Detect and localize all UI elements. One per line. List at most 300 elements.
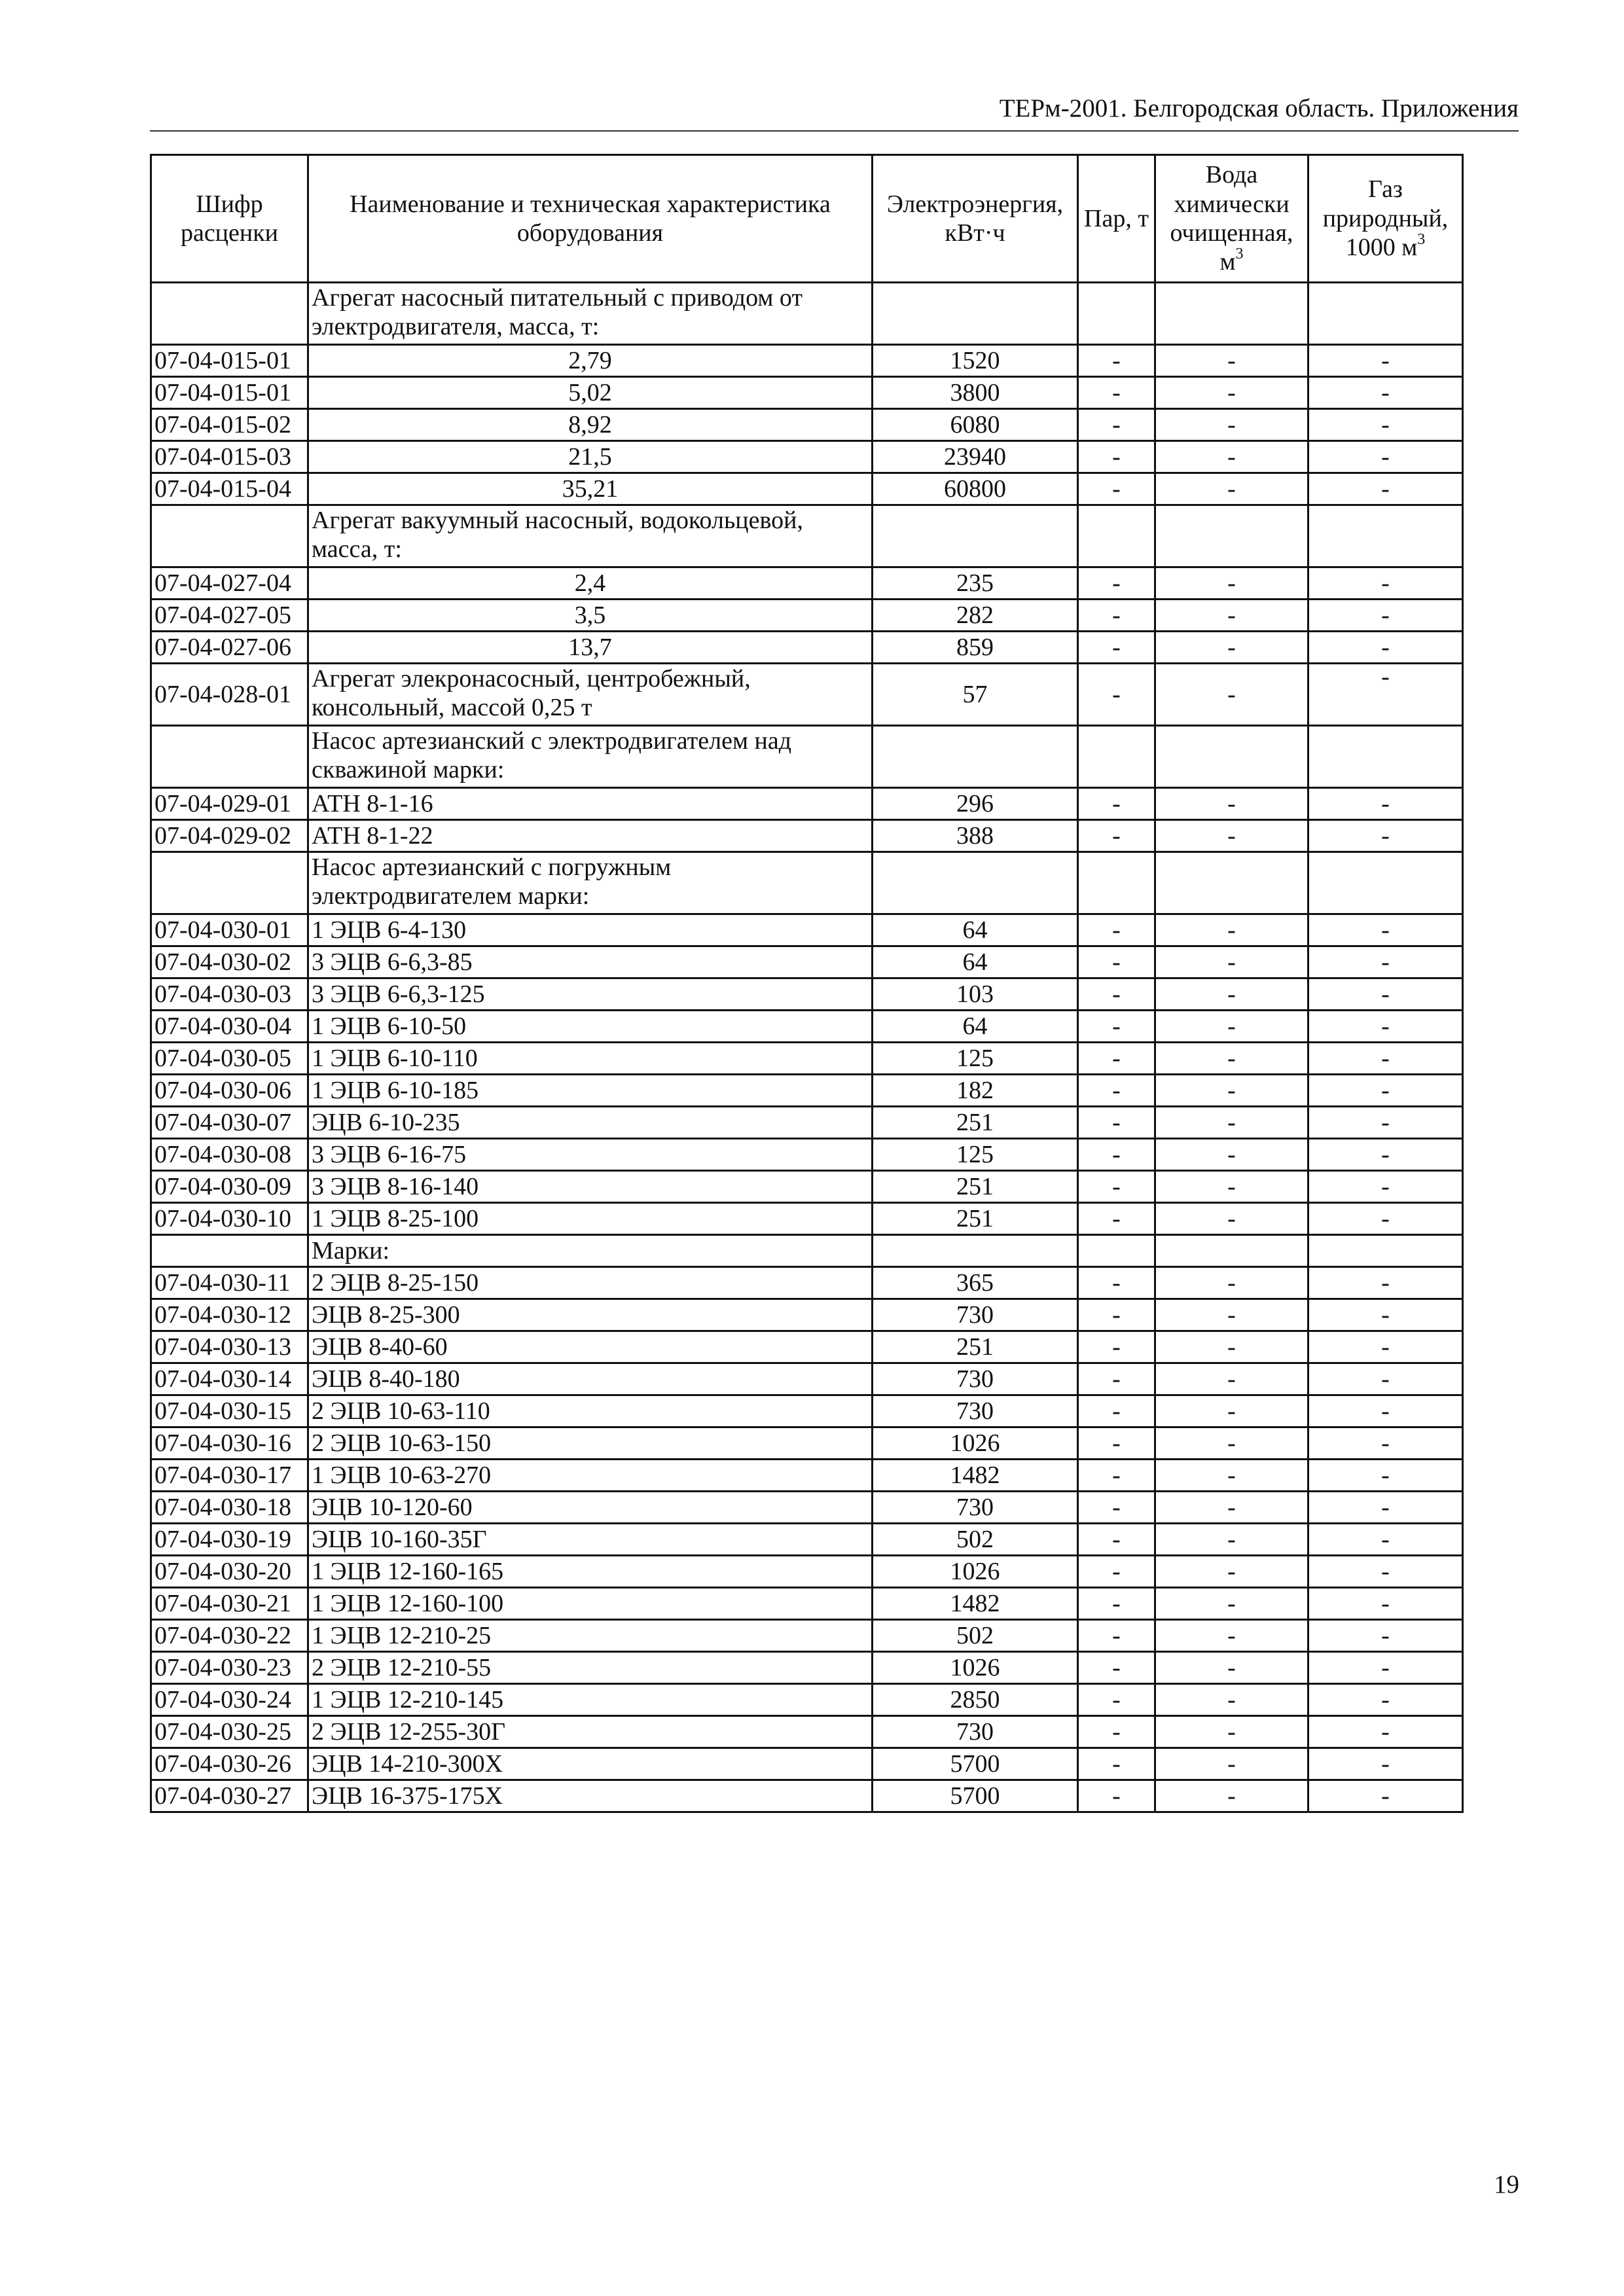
cell-power: 182 — [873, 1075, 1078, 1107]
table-row — [151, 1460, 1463, 1492]
cell-gas: - — [1308, 345, 1463, 377]
cell-code: 07-04-030-15 — [151, 1395, 308, 1427]
rates-table — [150, 154, 1464, 1813]
cell-gas: - — [1308, 1011, 1463, 1043]
cell-steam: - — [1078, 377, 1155, 409]
cell-water — [1155, 852, 1308, 914]
cell-name: 2 ЭЦВ 8-25-150 — [308, 1267, 873, 1299]
cell-gas: - — [1308, 473, 1463, 505]
table-row — [151, 1684, 1463, 1716]
cell-name: 2 ЭЦВ 12-210-55 — [308, 1652, 873, 1684]
table-group-row — [151, 664, 1463, 726]
cell-gas: - — [1308, 1075, 1463, 1107]
cell-water: - — [1155, 1395, 1308, 1427]
cell-name: ЭЦВ 14-210-300Х — [308, 1748, 873, 1780]
cell-code: 07-04-030-07 — [151, 1107, 308, 1139]
cell-name: 2 ЭЦВ 12-255-30Г — [308, 1716, 873, 1748]
cell-steam — [1078, 283, 1155, 345]
cell-name: 1 ЭЦВ 10-63-270 — [308, 1460, 873, 1492]
cell-power: 1520 — [873, 345, 1078, 377]
cell-name: 1 ЭЦВ 6-10-185 — [308, 1075, 873, 1107]
cell-name: ЭЦВ 16-375-175Х — [308, 1780, 873, 1812]
cell-steam — [1078, 1235, 1155, 1267]
table-row — [151, 377, 1463, 409]
page-header-title: ТЕРм-2001. Белгородская область. Приложения — [999, 94, 1519, 122]
cell-power: 64 — [873, 914, 1078, 946]
column-header-power: Электроэнергия, кВт·ч — [873, 155, 1078, 283]
cell-code: 07-04-015-02 — [151, 409, 308, 441]
cell-code: 07-04-030-23 — [151, 1652, 308, 1684]
cell-gas: - — [1308, 600, 1463, 632]
cell-name: 2,79 — [308, 345, 873, 377]
cell-name: АТН 8-1-16 — [308, 788, 873, 820]
cell-name: 5,02 — [308, 377, 873, 409]
cell-code: 07-04-030-01 — [151, 914, 308, 946]
cell-code: 07-04-015-03 — [151, 441, 308, 473]
cell-water: - — [1155, 1075, 1308, 1107]
cell-code: 07-04-030-20 — [151, 1556, 308, 1588]
cell-steam: - — [1078, 1171, 1155, 1203]
cell-water: - — [1155, 441, 1308, 473]
cell-steam: - — [1078, 946, 1155, 978]
cell-steam: - — [1078, 1556, 1155, 1588]
table-row — [151, 1588, 1463, 1620]
cell-code — [151, 505, 308, 567]
cell-code — [151, 726, 308, 788]
cell-water: - — [1155, 1139, 1308, 1171]
cell-name: 21,5 — [308, 441, 873, 473]
cell-steam: - — [1078, 1524, 1155, 1556]
cell-gas: - — [1308, 1524, 1463, 1556]
cell-code: 07-04-030-09 — [151, 1171, 308, 1203]
cell-gas: - — [1308, 946, 1463, 978]
table-row — [151, 1203, 1463, 1235]
cell-water: - — [1155, 1684, 1308, 1716]
cell-power: 1026 — [873, 1427, 1078, 1460]
cell-power: 251 — [873, 1331, 1078, 1363]
cell-power: 730 — [873, 1299, 1078, 1331]
cell-water — [1155, 283, 1308, 345]
cell-steam: - — [1078, 1043, 1155, 1075]
cell-gas: - — [1308, 820, 1463, 852]
cell-gas: - — [1308, 978, 1463, 1011]
table-row — [151, 1492, 1463, 1524]
cell-water — [1155, 1235, 1308, 1267]
cell-name: 1 ЭЦВ 12-160-100 — [308, 1588, 873, 1620]
table-row — [151, 1716, 1463, 1748]
cell-water: - — [1155, 345, 1308, 377]
cell-steam: - — [1078, 1684, 1155, 1716]
cell-gas: - — [1308, 1652, 1463, 1684]
cell-code — [151, 283, 308, 345]
cell-power: 365 — [873, 1267, 1078, 1299]
cell-code: 07-04-030-14 — [151, 1363, 308, 1395]
cell-name: АТН 8-1-22 — [308, 820, 873, 852]
cell-code: 07-04-030-04 — [151, 1011, 308, 1043]
table-row — [151, 1171, 1463, 1203]
cell-name: 13,7 — [308, 632, 873, 664]
cell-code: 07-04-030-27 — [151, 1780, 308, 1812]
cell-power: 1482 — [873, 1588, 1078, 1620]
cell-name: Насос артезианский с погружным электродвигателем марки: — [308, 852, 873, 914]
cell-steam: - — [1078, 1492, 1155, 1524]
cell-name: 2 ЭЦВ 10-63-150 — [308, 1427, 873, 1460]
cell-water: - — [1155, 1171, 1308, 1203]
cell-power — [873, 852, 1078, 914]
cell-code: 07-04-030-21 — [151, 1588, 308, 1620]
cell-power — [873, 505, 1078, 567]
cell-water — [1155, 726, 1308, 788]
table-row — [151, 409, 1463, 441]
cell-name: Насос артезианский с электродвигателем над скважиной марки: — [308, 726, 873, 788]
table-group-row — [151, 283, 1463, 345]
cell-code: 07-04-029-01 — [151, 788, 308, 820]
cell-power — [873, 1235, 1078, 1267]
cell-code: 07-04-030-02 — [151, 946, 308, 978]
table-row — [151, 1299, 1463, 1331]
column-header-code: Шифр расценки — [151, 155, 308, 283]
cell-code: 07-04-030-17 — [151, 1460, 308, 1492]
cell-gas — [1308, 505, 1463, 567]
table-header — [151, 155, 1463, 283]
table-row — [151, 978, 1463, 1011]
table-row — [151, 1043, 1463, 1075]
cell-power: 730 — [873, 1395, 1078, 1427]
cell-water: - — [1155, 1492, 1308, 1524]
cell-gas — [1308, 726, 1463, 788]
cell-code: 07-04-030-18 — [151, 1492, 308, 1524]
cell-water: - — [1155, 1363, 1308, 1395]
cell-name: 3,5 — [308, 600, 873, 632]
cell-power: 5700 — [873, 1748, 1078, 1780]
cell-steam: - — [1078, 1395, 1155, 1427]
cell-code: 07-04-015-01 — [151, 377, 308, 409]
cell-gas: - — [1308, 632, 1463, 664]
cell-gas: - — [1308, 664, 1463, 726]
cell-water: - — [1155, 1331, 1308, 1363]
cell-water: - — [1155, 1652, 1308, 1684]
cell-water — [1155, 505, 1308, 567]
cell-power: 1026 — [873, 1556, 1078, 1588]
table-row — [151, 1363, 1463, 1395]
column-header-water-unit: 3 — [1235, 245, 1244, 262]
cell-water: - — [1155, 1107, 1308, 1139]
cell-code: 07-04-030-26 — [151, 1748, 308, 1780]
cell-code: 07-04-030-22 — [151, 1620, 308, 1652]
cell-name: 3 ЭЦВ 6-6,3-85 — [308, 946, 873, 978]
cell-code: 07-04-030-13 — [151, 1331, 308, 1363]
cell-name: ЭЦВ 8-40-60 — [308, 1331, 873, 1363]
cell-power — [873, 283, 1078, 345]
cell-water: - — [1155, 1620, 1308, 1652]
cell-water: - — [1155, 600, 1308, 632]
cell-water: - — [1155, 1267, 1308, 1299]
cell-gas: - — [1308, 1556, 1463, 1588]
table-row — [151, 946, 1463, 978]
table-group-row — [151, 852, 1463, 914]
cell-power: 5700 — [873, 1780, 1078, 1812]
cell-gas — [1308, 283, 1463, 345]
cell-gas: - — [1308, 1107, 1463, 1139]
cell-gas: - — [1308, 567, 1463, 600]
cell-water: - — [1155, 1427, 1308, 1460]
cell-steam: - — [1078, 567, 1155, 600]
cell-code: 07-04-030-11 — [151, 1267, 308, 1299]
cell-gas: - — [1308, 377, 1463, 409]
table-row — [151, 1075, 1463, 1107]
cell-gas: - — [1308, 788, 1463, 820]
cell-name: ЭЦВ 10-160-35Г — [308, 1524, 873, 1556]
cell-code: 07-04-015-04 — [151, 473, 308, 505]
cell-steam: - — [1078, 632, 1155, 664]
cell-steam: - — [1078, 1331, 1155, 1363]
cell-steam: - — [1078, 1203, 1155, 1235]
cell-power: 3800 — [873, 377, 1078, 409]
cell-gas: - — [1308, 1299, 1463, 1331]
cell-power: 57 — [873, 664, 1078, 726]
cell-gas — [1308, 852, 1463, 914]
cell-steam: - — [1078, 1299, 1155, 1331]
cell-water: - — [1155, 473, 1308, 505]
cell-water: - — [1155, 1203, 1308, 1235]
cell-steam: - — [1078, 820, 1155, 852]
cell-gas: - — [1308, 1748, 1463, 1780]
cell-power: 1482 — [873, 1460, 1078, 1492]
table-row — [151, 788, 1463, 820]
cell-power — [873, 726, 1078, 788]
cell-steam — [1078, 505, 1155, 567]
cell-name: 2,4 — [308, 567, 873, 600]
table-row — [151, 1139, 1463, 1171]
cell-water: - — [1155, 946, 1308, 978]
cell-power: 64 — [873, 1011, 1078, 1043]
cell-steam: - — [1078, 600, 1155, 632]
cell-power: 64 — [873, 946, 1078, 978]
cell-gas: - — [1308, 1139, 1463, 1171]
table-row — [151, 1235, 1463, 1267]
cell-steam: - — [1078, 978, 1155, 1011]
table-row — [151, 820, 1463, 852]
cell-gas — [1308, 1235, 1463, 1267]
cell-water: - — [1155, 820, 1308, 852]
cell-code — [151, 852, 308, 914]
cell-water: - — [1155, 1043, 1308, 1075]
cell-name: Агрегат вакуумный насосный, водокольцевой, масса, т: — [308, 505, 873, 567]
cell-steam: - — [1078, 1620, 1155, 1652]
cell-gas: - — [1308, 1780, 1463, 1812]
cell-water: - — [1155, 1556, 1308, 1588]
header-divider — [150, 130, 1519, 132]
cell-gas: - — [1308, 1043, 1463, 1075]
table-row — [151, 1620, 1463, 1652]
table-row — [151, 1267, 1463, 1299]
cell-gas: - — [1308, 409, 1463, 441]
cell-steam: - — [1078, 1427, 1155, 1460]
cell-water: - — [1155, 664, 1308, 726]
cell-power: 103 — [873, 978, 1078, 1011]
cell-water: - — [1155, 788, 1308, 820]
cell-power: 251 — [873, 1107, 1078, 1139]
cell-steam: - — [1078, 914, 1155, 946]
cell-power: 282 — [873, 600, 1078, 632]
cell-steam: - — [1078, 1267, 1155, 1299]
cell-steam: - — [1078, 1107, 1155, 1139]
cell-code: 07-04-030-25 — [151, 1716, 308, 1748]
table-row — [151, 1011, 1463, 1043]
cell-power: 730 — [873, 1716, 1078, 1748]
cell-code: 07-04-030-16 — [151, 1427, 308, 1460]
cell-code: 07-04-029-02 — [151, 820, 308, 852]
cell-name: 1 ЭЦВ 6-10-110 — [308, 1043, 873, 1075]
column-header-water-text: Вода химически очищенная, м — [1170, 161, 1293, 276]
cell-code: 07-04-027-06 — [151, 632, 308, 664]
cell-water: - — [1155, 1588, 1308, 1620]
cell-power: 730 — [873, 1492, 1078, 1524]
cell-name: ЭЦВ 10-120-60 — [308, 1492, 873, 1524]
cell-name: 1 ЭЦВ 8-25-100 — [308, 1203, 873, 1235]
cell-steam — [1078, 852, 1155, 914]
page-number: 19 — [1494, 2170, 1519, 2198]
cell-name: Агрегат элекронасосный, центробежный, консольный, массой 0,25 т — [308, 664, 873, 726]
cell-steam: - — [1078, 1363, 1155, 1395]
cell-gas: - — [1308, 914, 1463, 946]
table-row — [151, 441, 1463, 473]
cell-gas: - — [1308, 1363, 1463, 1395]
cell-gas: - — [1308, 1620, 1463, 1652]
column-header-gas — [1308, 155, 1463, 283]
cell-steam: - — [1078, 1460, 1155, 1492]
cell-code: 07-04-030-08 — [151, 1139, 308, 1171]
cell-water: - — [1155, 377, 1308, 409]
cell-power: 125 — [873, 1139, 1078, 1171]
cell-name: 1 ЭЦВ 6-10-50 — [308, 1011, 873, 1043]
cell-steam: - — [1078, 1011, 1155, 1043]
table-row — [151, 1780, 1463, 1812]
table-body — [151, 283, 1463, 1812]
table-row — [151, 1107, 1463, 1139]
table-row — [151, 1331, 1463, 1363]
cell-name: ЭЦВ 6-10-235 — [308, 1107, 873, 1139]
cell-power: 235 — [873, 567, 1078, 600]
cell-code: 07-04-030-03 — [151, 978, 308, 1011]
cell-name: ЭЦВ 8-40-180 — [308, 1363, 873, 1395]
cell-steam: - — [1078, 1716, 1155, 1748]
cell-name: 3 ЭЦВ 8-16-140 — [308, 1171, 873, 1203]
table-row — [151, 914, 1463, 946]
cell-name: 1 ЭЦВ 12-210-25 — [308, 1620, 873, 1652]
cell-name: 1 ЭЦВ 6-4-130 — [308, 914, 873, 946]
cell-code: 07-04-030-06 — [151, 1075, 308, 1107]
cell-code: 07-04-027-05 — [151, 600, 308, 632]
table-row — [151, 632, 1463, 664]
cell-water: - — [1155, 1780, 1308, 1812]
table-row — [151, 473, 1463, 505]
cell-power: 60800 — [873, 473, 1078, 505]
cell-gas: - — [1308, 1684, 1463, 1716]
cell-steam: - — [1078, 441, 1155, 473]
column-header-name: Наименование и техническая характеристика оборудования — [308, 155, 873, 283]
cell-name: 1 ЭЦВ 12-160-165 — [308, 1556, 873, 1588]
cell-power: 23940 — [873, 441, 1078, 473]
cell-code: 07-04-030-19 — [151, 1524, 308, 1556]
cell-water: - — [1155, 1716, 1308, 1748]
cell-code — [151, 1235, 308, 1267]
cell-steam: - — [1078, 409, 1155, 441]
table-row — [151, 1556, 1463, 1588]
cell-code: 07-04-030-24 — [151, 1684, 308, 1716]
cell-code: 07-04-015-01 — [151, 345, 308, 377]
table-row — [151, 1524, 1463, 1556]
cell-power: 6080 — [873, 409, 1078, 441]
cell-name: Марки: — [308, 1235, 873, 1267]
cell-name: ЭЦВ 8-25-300 — [308, 1299, 873, 1331]
column-header-water — [1155, 155, 1308, 283]
cell-steam: - — [1078, 1075, 1155, 1107]
cell-gas: - — [1308, 1395, 1463, 1427]
cell-power: 502 — [873, 1620, 1078, 1652]
cell-water: - — [1155, 1748, 1308, 1780]
column-header-gas-text: Газ природный, 1000 м — [1322, 175, 1449, 262]
cell-water: - — [1155, 1011, 1308, 1043]
cell-power: 125 — [873, 1043, 1078, 1075]
cell-power: 859 — [873, 632, 1078, 664]
cell-steam: - — [1078, 1588, 1155, 1620]
cell-gas: - — [1308, 1588, 1463, 1620]
cell-gas: - — [1308, 1171, 1463, 1203]
cell-steam: - — [1078, 1652, 1155, 1684]
cell-gas: - — [1308, 1492, 1463, 1524]
cell-power: 1026 — [873, 1652, 1078, 1684]
cell-steam: - — [1078, 788, 1155, 820]
cell-gas: - — [1308, 441, 1463, 473]
table-row — [151, 567, 1463, 600]
cell-name: 8,92 — [308, 409, 873, 441]
cell-water: - — [1155, 1299, 1308, 1331]
cell-gas: - — [1308, 1427, 1463, 1460]
cell-name: 35,21 — [308, 473, 873, 505]
cell-water: - — [1155, 567, 1308, 600]
cell-water: - — [1155, 978, 1308, 1011]
cell-name: 3 ЭЦВ 6-16-75 — [308, 1139, 873, 1171]
cell-code: 07-04-027-04 — [151, 567, 308, 600]
cell-power: 296 — [873, 788, 1078, 820]
cell-name: 1 ЭЦВ 12-210-145 — [308, 1684, 873, 1716]
cell-steam — [1078, 726, 1155, 788]
cell-power: 2850 — [873, 1684, 1078, 1716]
table-row — [151, 1395, 1463, 1427]
table-group-row — [151, 726, 1463, 788]
cell-steam: - — [1078, 664, 1155, 726]
cell-code: 07-04-028-01 — [151, 664, 308, 726]
cell-water: - — [1155, 409, 1308, 441]
cell-gas: - — [1308, 1203, 1463, 1235]
cell-water: - — [1155, 632, 1308, 664]
table-header-row — [151, 155, 1463, 283]
table-row — [151, 1652, 1463, 1684]
cell-water: - — [1155, 1524, 1308, 1556]
table-row — [151, 1748, 1463, 1780]
cell-name: 2 ЭЦВ 10-63-110 — [308, 1395, 873, 1427]
column-header-gas-unit: 3 — [1417, 230, 1426, 248]
table-row — [151, 1427, 1463, 1460]
cell-steam: - — [1078, 1139, 1155, 1171]
cell-power: 730 — [873, 1363, 1078, 1395]
cell-name: 3 ЭЦВ 6-6,3-125 — [308, 978, 873, 1011]
cell-power: 251 — [873, 1171, 1078, 1203]
cell-gas: - — [1308, 1460, 1463, 1492]
table-group-row — [151, 505, 1463, 567]
table-row — [151, 345, 1463, 377]
